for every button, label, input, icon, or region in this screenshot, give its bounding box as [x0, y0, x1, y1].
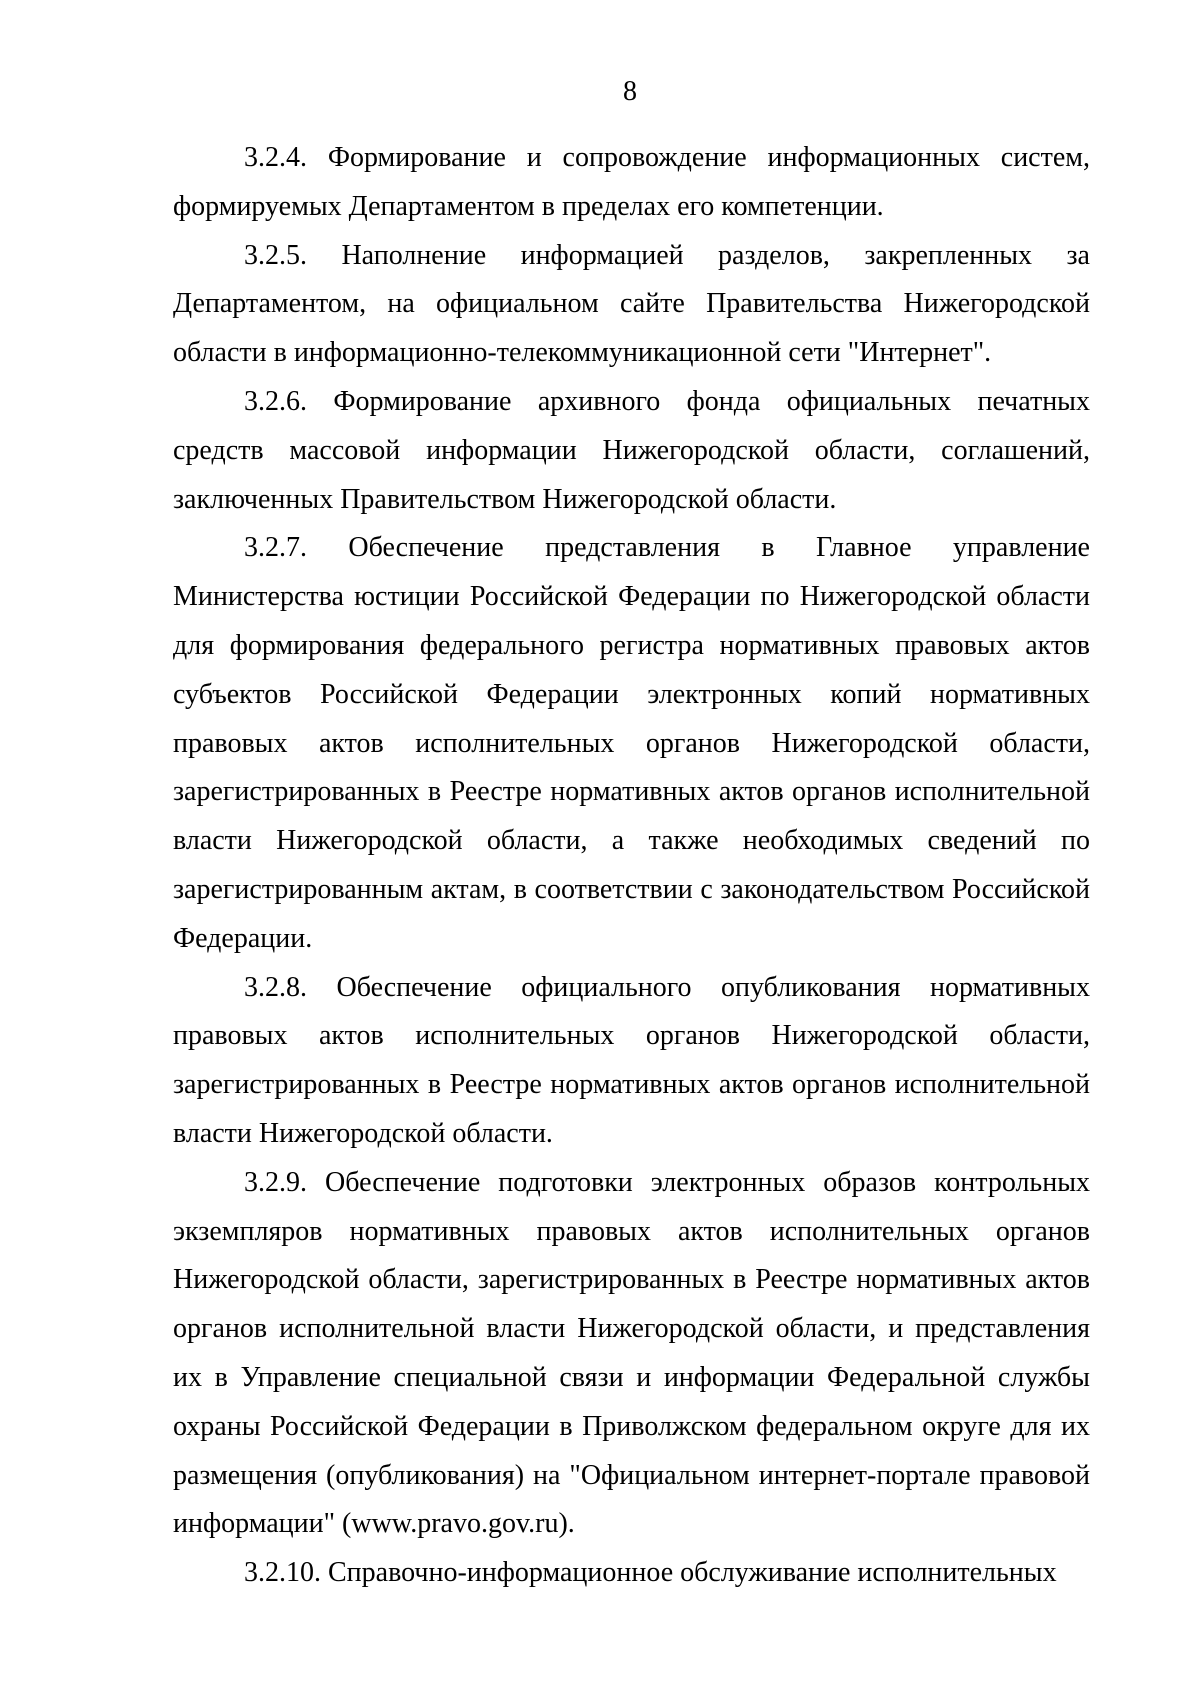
paragraph-3-2-4: 3.2.4. Формирование и сопровождение информационных систем, формируемых Департаментом в пределах его компетенции.: [173, 142, 1090, 222]
paragraph-3-2-5: 3.2.5. Наполнение информацией разделов, закрепленных за Департаментом, на официальном сайте Правительства Нижегородской области в информационно-телекоммуникационной сети "Интернет".: [173, 239, 1090, 369]
paragraph-3-2-10: 3.2.10. Справочно-информационное обслуживание исполнительных: [244, 1557, 1057, 1589]
paragraph-3-2-8: 3.2.8. Обеспечение официального опубликования нормативных правовых актов исполнительных органов Нижегородской области, зарегистрированных в Реестре нормативных актов органов исполнительной власти Нижегородской области.: [173, 971, 1090, 1149]
paragraph-3-2-6: 3.2.6. Формирование архивного фонда официальных печатных средств массовой информации Нижегородской области, соглашений, заключенных Правительством Нижегородской области.: [173, 385, 1090, 515]
paragraph-3-2-9: 3.2.9. Обеспечение подготовки электронных образов контрольных экземпляров нормативных правовых актов исполнительных органов Нижегородской области, зарегистрированных в Реестре нормативных актов органов исполнительной власти Нижегородской области, и представления их в Управление специальной связи и информации Федеральной службы охраны Российской Федерации в Приволжском федеральном округе для их размещения (опубликования) на "Официальном интернет-портале правовой информации" (www.pravo.gov.ru).: [173, 1166, 1090, 1540]
paragraph-3-2-7: 3.2.7. Обеспечение представления в Главное управление Министерства юстиции Российской Федерации по Нижегородской области для формирования федерального регистра нормативных правовых актов субъектов Российской Федерации электронных копий нормативных правовых актов исполнительных органов Нижегородской области, зарегистрированных в Реестре нормативных актов органов исполнительной власти Нижегородской области, а также необходимых сведений по зарегистрированным актам, в соответствии с законодательством Российской Федерации.: [173, 532, 1090, 954]
page-number: 8: [623, 76, 637, 107]
document-body: [173, 134, 1090, 1598]
